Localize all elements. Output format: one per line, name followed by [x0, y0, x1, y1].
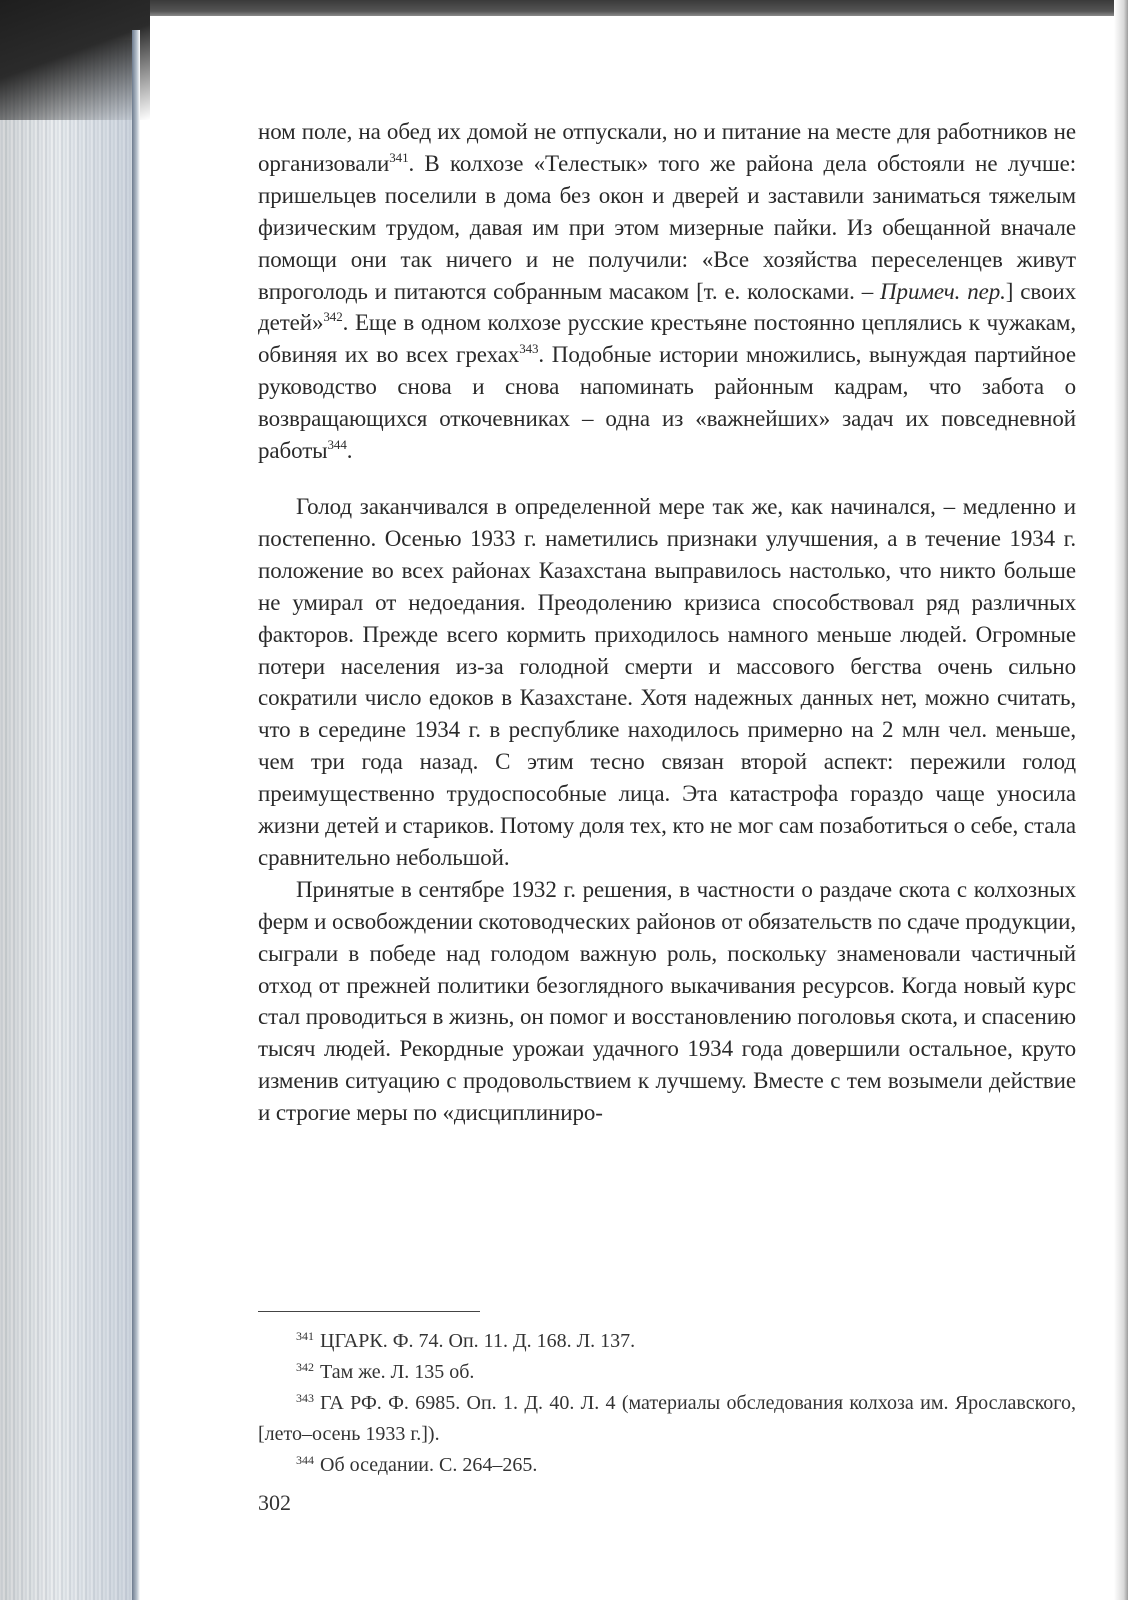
footnote-number: 344 [296, 1453, 314, 1467]
footnote-344 [258, 1450, 1076, 1481]
text-run: Принятые в сентябре 1932 г. решения, в частности о раздаче скота с колхозных ферм и освобождении скотоводческих районов от обязательств по сдаче продукции, сыграли в победе над голодом важную роль, поскольку знаменовали частичный отход от прежней политики безоглядного выкачивания ресурсов. Когда новый курс стал проводиться в жизнь, он помог и восстановлению поголовья скота, и спасению тысяч людей. Рекордные урожаи удачного 1934 года довершили остальное, круто изменив ситуацию с продовольствием к лучшему. Вместе с тем возымели действие и строгие меры по «дисциплиниро- [258, 876, 1076, 1126]
text-run: . [346, 438, 353, 464]
text-run: . Подобные истории множились, вынуждая партийное руководство снова и снова напоминать районным кадрам, что забота о возвращающихся откочевниках – одна из «важнейших» задач их повседневной работы [258, 342, 1076, 464]
footnote-text: ЦГАРК. Ф. 74. Оп. 11. Д. 168. Л. 137. [320, 1330, 636, 1352]
footnote-ref: 343 [519, 341, 539, 357]
text-run: Голод заканчивался в определенной мере так же, как начинался, – медленно и постепенно. Осенью 1933 г. наметились признаки улучшения, а в течение 1934 г. положение во всех районах Казахстана выправилось настолько, что никто больше не умирал от недоедания. Преодолению кризиса способствовал ряд различных факторов. Прежде всего кормить приходилось намного меньше людей. Огромные потери населения из-за голодной смерти и массового бегства очень сильно сократили число едоков в Казахстане. Хотя надежных данных нет, можно считать, что в середине 1934 г. в республике находилось примерно на 2 млн чел. меньше, чем три года назад. С этим тесно связан второй аспект: пережили голод преимущественно трудоспособные лица. Эта катастрофа гораздо чаще уносила жизни детей и стариков. Потому доля тех, кто не мог сам позаботиться о себе, стала сравнительно небольшой. [258, 493, 1076, 870]
footnote-number: 342 [296, 1360, 314, 1374]
footnote-341 [258, 1326, 1076, 1357]
footnote-text: Об оседании. С. 264–265. [320, 1454, 538, 1476]
body-text [258, 116, 1076, 1129]
footnotes [258, 1326, 1076, 1481]
footnote-number: 343 [296, 1391, 314, 1405]
scan-shadow-corner [0, 0, 150, 120]
paragraph-2 [258, 491, 1076, 874]
paragraph-3 [258, 874, 1076, 1129]
book-spine-edge [132, 30, 140, 1600]
book-page-edges [0, 40, 140, 1600]
footnote-text: ГА РФ. Ф. 6985. Оп. 1. Д. 40. Л. 4 (материалы обследования колхоза им. Ярославского, [лето–осень 1933 г.]). [258, 1392, 1076, 1445]
paragraph-1 [258, 116, 1076, 467]
footnote-number: 341 [296, 1329, 314, 1343]
text-run: ном поле, на обед их домой не отпускали, но и питание на месте для работников не организовали [258, 119, 1076, 176]
footnote-343 [258, 1388, 1076, 1450]
footnote-separator [258, 1311, 480, 1312]
footnote-ref: 342 [323, 309, 343, 325]
text-run: . В колхозе «Телестык» того же района дела обстояли не лучше: пришельцев поселили в дома без окон и дверей и заставили заниматься тяжелым физическим трудом, давая им при этом мизерные пайки. Из обещанной вначале помощи они так ничего и не получили: «Все хозяйства переселенцев живут впроголодь и питаются собранным масаком [т. е. колосками. – [258, 150, 1076, 304]
footnote-ref: 344 [327, 437, 347, 453]
footnote-342 [258, 1357, 1076, 1388]
text-run: . Еще в одном колхозе русские крестьяне постоянно цеплялись к чужакам, обвиняя их во всех грехах [258, 310, 1076, 368]
footnote-ref: 341 [389, 149, 409, 165]
page-number: 302 [258, 1490, 291, 1515]
scan-right-edge [1114, 0, 1128, 1600]
text-run: ] своих детей» [258, 278, 1076, 336]
scan-top-edge [0, 0, 1128, 16]
footnote-text: Там же. Л. 135 об. [320, 1361, 475, 1383]
italic-text: Примеч. пер. [880, 278, 1006, 304]
